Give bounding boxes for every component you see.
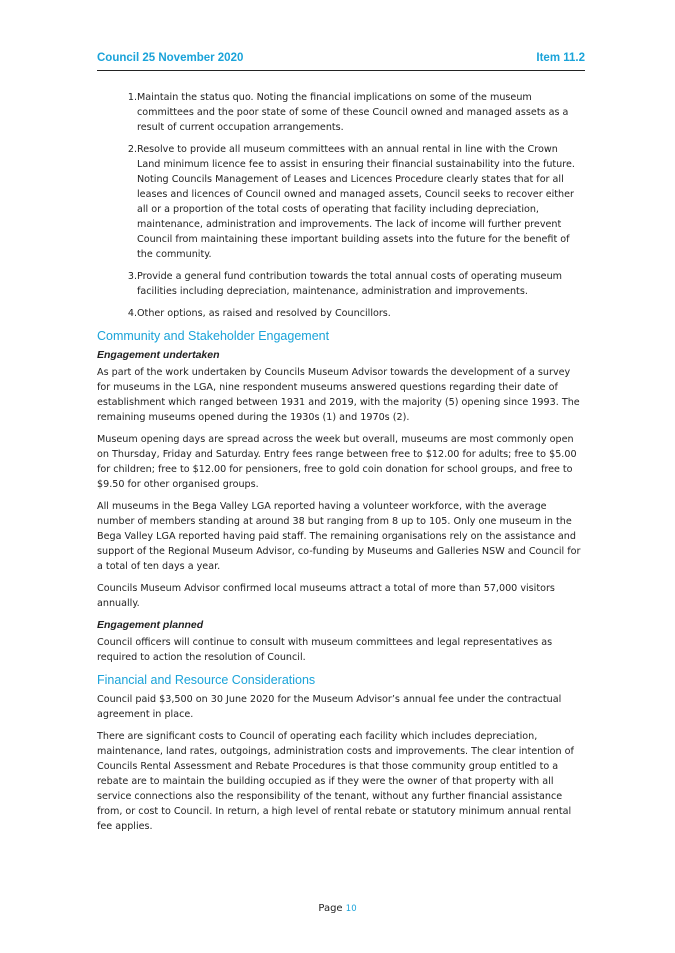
list-number: 1. (127, 92, 137, 103)
list-text: Other options, as raised and resolved by Councillors. (137, 308, 391, 319)
list-item (97, 90, 583, 135)
options-list (97, 90, 583, 321)
paragraph: Museum opening days are spread across the week but overall, museums are most commonly open on Thursday, Friday and Saturday. Entry fees range between free to $12.00 for adults; free to $5.00 for children; free to $12.00 for pensioners, free to gold coin donation for school groups, and free to $9.50 for other organised groups. (97, 434, 577, 490)
paragraph: Councils Museum Advisor confirmed local museums attract a total of more than 57,000 visitors annually. (97, 583, 555, 609)
paragraph: Council paid $3,500 on 30 June 2020 for the Museum Advisor’s annual fee under the contractual agreement in place. (97, 694, 562, 720)
page-label: Page (318, 903, 343, 914)
page-content (97, 90, 583, 841)
engagement-undertaken-heading: Engagement undertaken (97, 349, 220, 361)
paragraph: As part of the work undertaken by Councils Museum Advisor towards the development of a survey for museums in the LGA, nine respondent museums answered questions regarding their date of establishment which ranged between 1931 and 2019, with the majority (5) opening since 1993. The remaining museums opened during the 1930s (1) and 1970s (2). (97, 367, 580, 423)
paragraph: All museums in the Bega Valley LGA reported having a volunteer workforce, with the average number of members standing at around 38 but ranging from 8 up to 105. Only one museum in the Bega Valley LGA reported having paid staff. The remaining organisations rely on the assistance and support of the Regional Museum Advisor, co-funding by Museums and Galleries NSW and Council for a total of ten days a year. (97, 501, 581, 572)
page-header (97, 52, 585, 71)
list-text: Provide a general fund contribution towards the total annual costs of operating museum facilities including depreciation, maintenance, administration and improvements. (137, 271, 563, 297)
paragraph: Council officers will continue to consult with museum committees and legal representatives as required to action the resolution of Council. (97, 637, 553, 663)
meeting-date: Council 25 November 2020 (97, 52, 244, 64)
community-heading: Community and Stakeholder Engagement (97, 329, 330, 343)
list-item (97, 306, 583, 321)
list-text: Maintain the status quo. Noting the financial implications on some of the museum committees and the poor state of some of these Council owned and managed assets as a result of current occupation arrangements. (137, 92, 569, 133)
list-text: Resolve to provide all museum committees with an annual rental in line with the Crown Land minimum licence fee to assist in ensuring their financial sustainability into the future. Noting Councils Management of Leases and Licences Procedure clearly states that for all leases and licences of Council owned and managed assets, Council seeks to recover either all or a proportion of the total costs of operating that facility including depreciation, maintenance, administration and improvements. The lack of income will further prevent Council from maintaining these important building assets into the future for the benefit of the community. (137, 144, 575, 260)
item-number: Item 11.2 (536, 52, 585, 64)
list-number: 4. (127, 308, 137, 319)
paragraph: There are significant costs to Council of operating each facility which includes depreciation, maintenance, land rates, outgoings, administration costs and improvements. The clear intention of Councils Rental Assessment and Rebate Procedures is that those community group entitled to a rebate are to maintain the building occupied as if they were the owner of that property with all service connections also the responsibility of the tenant, without any further financial assistance from, or cost to Council. In return, a high level of rental rebate or statutory minimum annual rental fee applies. (97, 731, 574, 832)
list-item (97, 269, 583, 299)
engagement-planned-heading: Engagement planned (97, 619, 204, 631)
list-number: 2. (127, 144, 137, 155)
page-footer (0, 903, 675, 914)
list-item (97, 142, 583, 262)
list-number: 3. (127, 271, 137, 282)
financial-heading: Financial and Resource Considerations (97, 673, 316, 687)
page-number: 10 (345, 904, 357, 914)
